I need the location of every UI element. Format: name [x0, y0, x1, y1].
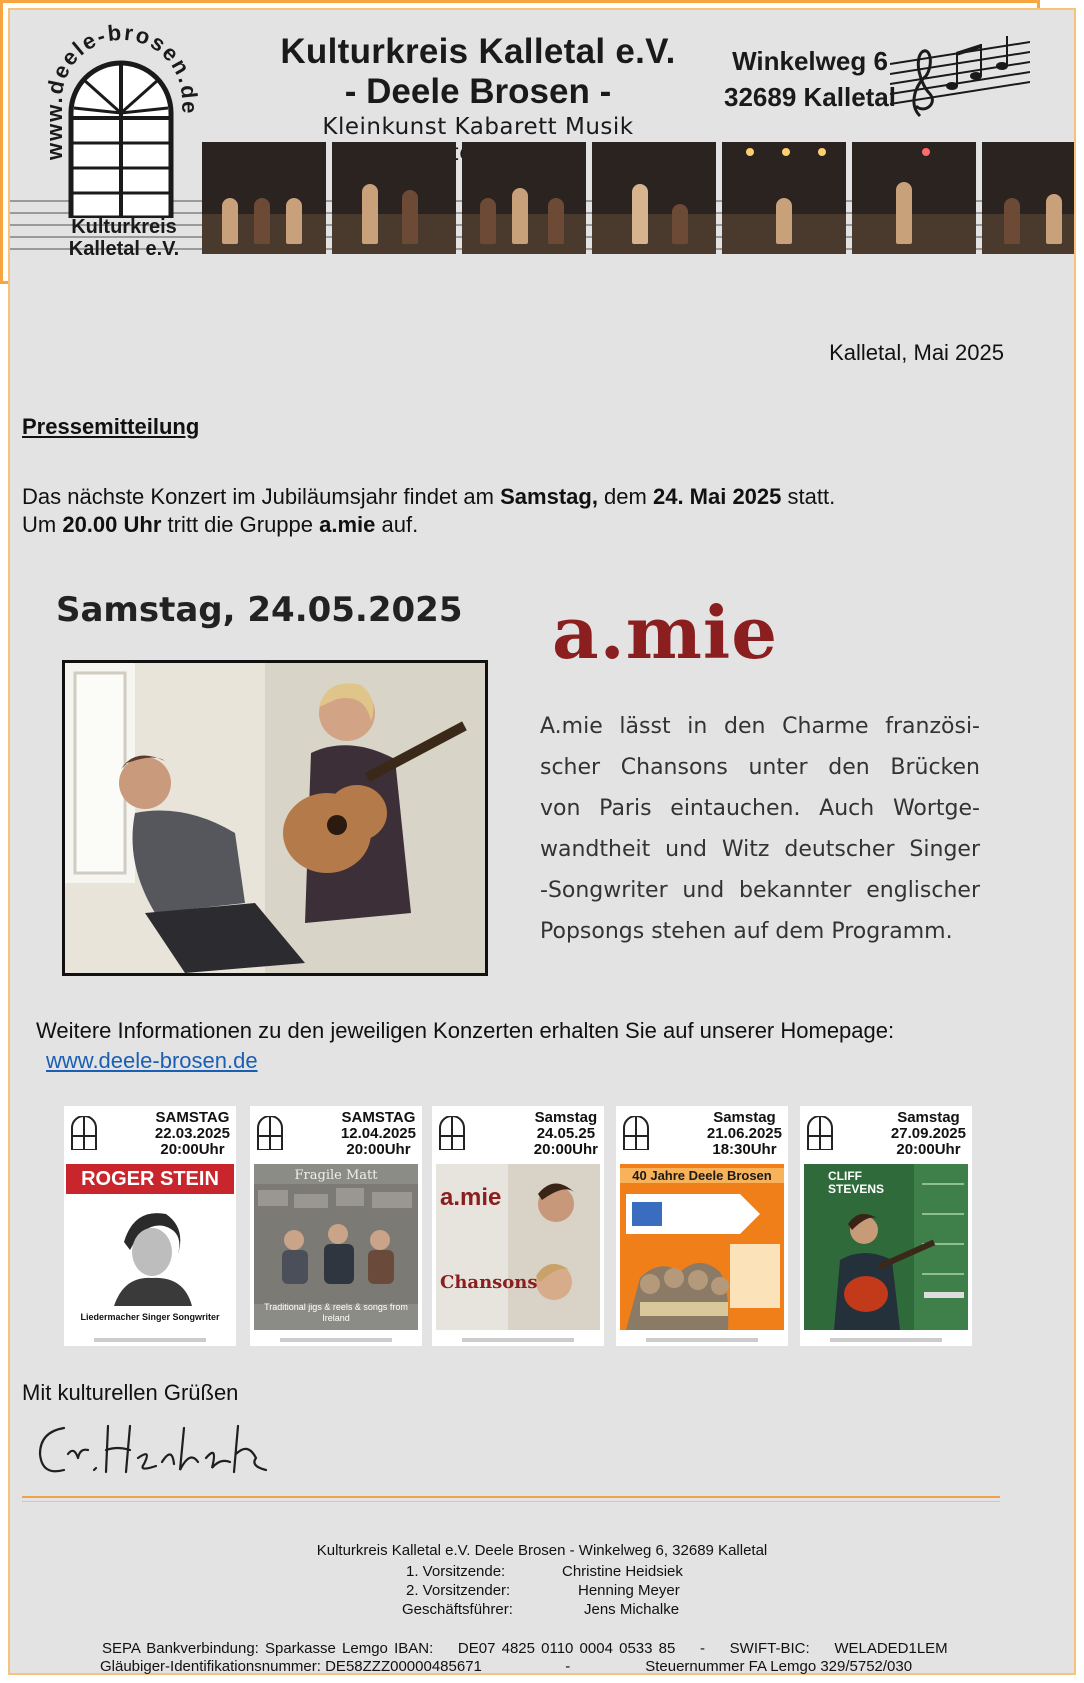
intro-bold-time: 20.00 Uhr [62, 512, 162, 537]
homepage-link[interactable]: www.deele-brosen.de [46, 1048, 258, 1073]
poster-image [804, 1164, 968, 1330]
concert-photo [202, 142, 326, 254]
poster-footer [94, 1338, 206, 1342]
intro-bold-date: 24. Mai 2025 [652, 484, 782, 509]
intro-text: dem [597, 484, 653, 509]
closing-greeting: Mit kulturellen Grüßen [22, 1380, 239, 1405]
singer-portrait-icon [94, 1202, 206, 1306]
poster-date: Samstag 24.05.25 20:00Uhr [533, 1109, 598, 1158]
concert-photo [592, 142, 716, 254]
event-date-heading: Samstag, 24.05.2025 [56, 590, 463, 630]
poster-image [254, 1164, 418, 1330]
intro-text: auf. [375, 512, 419, 537]
poster-date: SAMSTAG 22.03.2025 20:00Uhr [154, 1109, 230, 1158]
concert-poster-row [64, 1106, 1014, 1346]
poster-title: ROGER STEIN [66, 1164, 234, 1194]
concert-photo [462, 142, 586, 254]
mini-window-logo-icon [438, 1116, 466, 1150]
poster-image [436, 1164, 600, 1330]
letterhead [0, 0, 1040, 284]
footer-value-vice-chair: Henning Meyer [578, 1582, 680, 1599]
event-photo [62, 660, 488, 976]
footer-divider [22, 1501, 1000, 1502]
footer-value-chair: Christine Heidsiek [562, 1563, 683, 1580]
intro-text: statt. [781, 484, 836, 509]
org-street: Winkelweg 6 [732, 46, 888, 76]
poster-date: Samstag 27.09.2025 20:00Uhr [890, 1109, 966, 1158]
concert-poster [250, 1106, 422, 1346]
concert-photo [332, 142, 456, 254]
date-line: Kalletal, Mai 2025 [829, 340, 1004, 365]
org-subtitle: - Deele Brosen - [344, 72, 612, 111]
poster-subtitle: Liedermacher Singer Songwriter [80, 1312, 220, 1322]
footer-label-chair: 1. Vorsitzende: [406, 1563, 506, 1580]
intro-bold-day: Samstag, [500, 484, 598, 509]
event-description [540, 706, 980, 952]
handwritten-signature [34, 1418, 274, 1480]
intro-text: Um [22, 512, 63, 537]
poster-footer [462, 1338, 574, 1342]
org-tagline: Kleinkunst Kabarett Musik [322, 114, 634, 140]
poster-title: Fragile Matt [294, 1168, 378, 1183]
logo-caption-line1: Kulturkreis [71, 216, 177, 238]
guitarist-photo [804, 1164, 968, 1330]
band-trio-photo [254, 1184, 418, 1304]
poster-image [620, 1164, 784, 1330]
poster-subtitle: Chansons [440, 1272, 538, 1293]
footer-divider [22, 1496, 1000, 1498]
footer-value-manager: Jens Michalke [584, 1601, 680, 1618]
concert-photo [982, 142, 1076, 254]
mini-window-logo-icon [806, 1116, 834, 1150]
mount-rushmore-parody-image [620, 1188, 784, 1330]
poster-title: a.mie [440, 1184, 502, 1211]
duo-guitar-photo [65, 663, 485, 973]
poster-title: CLIFF STEVENS [828, 1169, 885, 1196]
poster-title: 40 Jahre Deele Brosen [620, 1168, 784, 1183]
mini-window-logo-icon [70, 1116, 98, 1150]
window-logo-icon [66, 58, 176, 218]
poster-footer [280, 1338, 392, 1342]
mini-window-logo-icon [256, 1116, 284, 1150]
footer-label-manager: Geschäftsführer: [402, 1601, 513, 1618]
description-line: Popsongs stehen auf dem Programm. [540, 919, 953, 944]
org-name: Kulturkreis Kalletal e.V. [280, 32, 676, 71]
description-line: scher Chansons unter den Brücken [540, 755, 980, 780]
footer-bank-details: SEPA Bankverbindung: Sparkasse Lemgo IBAN: DE07 4825 0110 0004 0533 85 - SWIFT-BIC: WELADED1LEM [102, 1640, 948, 1657]
concert-photo-strip [202, 142, 1076, 254]
poster-subtitle: Traditional jigs & reels & songs from Ireland [264, 1302, 408, 1323]
concert-poster [800, 1106, 972, 1346]
poster-date: Samstag 21.06.2025 18:30Uhr [706, 1109, 782, 1158]
concert-poster [432, 1106, 604, 1346]
description-line: A.mie lässt in den Charme französi- [540, 714, 980, 739]
poster-footer [646, 1338, 758, 1342]
footer-creditor-id: Gläubiger-Identifikationsnummer: DE58ZZZ00000485671 - Steuernummer FA Lemgo 329/5752/030 [100, 1658, 913, 1675]
description-line: wandtheit und Witz deutscher Singer [540, 837, 980, 862]
intro-line-2 [22, 512, 418, 538]
intro-text: Das nächste Konzert im Jubiläumsjahr findet am [22, 484, 501, 509]
description-line: von Paris eintauchen. Auch Wortge- [540, 796, 980, 821]
concert-poster [616, 1106, 788, 1346]
org-city: 32689 Kalletal [723, 82, 896, 112]
intro-bold-band: a.mie [319, 512, 376, 537]
footer-address: Kulturkreis Kalletal e.V. Deele Brosen - Winkelweg 6, 32689 Kalletal [316, 1542, 768, 1559]
logo-caption-line2: Kalletal e.V. [68, 238, 180, 260]
description-line: -Songwriter und bekannter englischer [540, 878, 980, 903]
band-logo-amie: a.mie [552, 590, 779, 675]
concert-photo [852, 142, 976, 254]
concert-poster [64, 1106, 236, 1346]
press-release-title: Pressemitteilung [22, 414, 200, 439]
concert-photo [722, 142, 846, 254]
mini-window-logo-icon [622, 1116, 650, 1150]
music-notes-icon [890, 24, 1030, 124]
poster-date: SAMSTAG 12.04.2025 20:00Uhr [340, 1109, 416, 1158]
intro-text: tritt die Gruppe [161, 512, 320, 537]
footer-label-vice-chair: 2. Vorsitzender: [406, 1582, 511, 1599]
intro-line-1 [22, 484, 835, 510]
more-info-text: Weitere Informationen zu den jeweiligen Konzerten erhalten Sie auf unserer Homepage: [36, 1018, 895, 1043]
poster-footer [830, 1338, 942, 1342]
logo-url-text: www.deele-brosen.de [41, 19, 203, 160]
duo-portrait-photo [508, 1164, 600, 1330]
